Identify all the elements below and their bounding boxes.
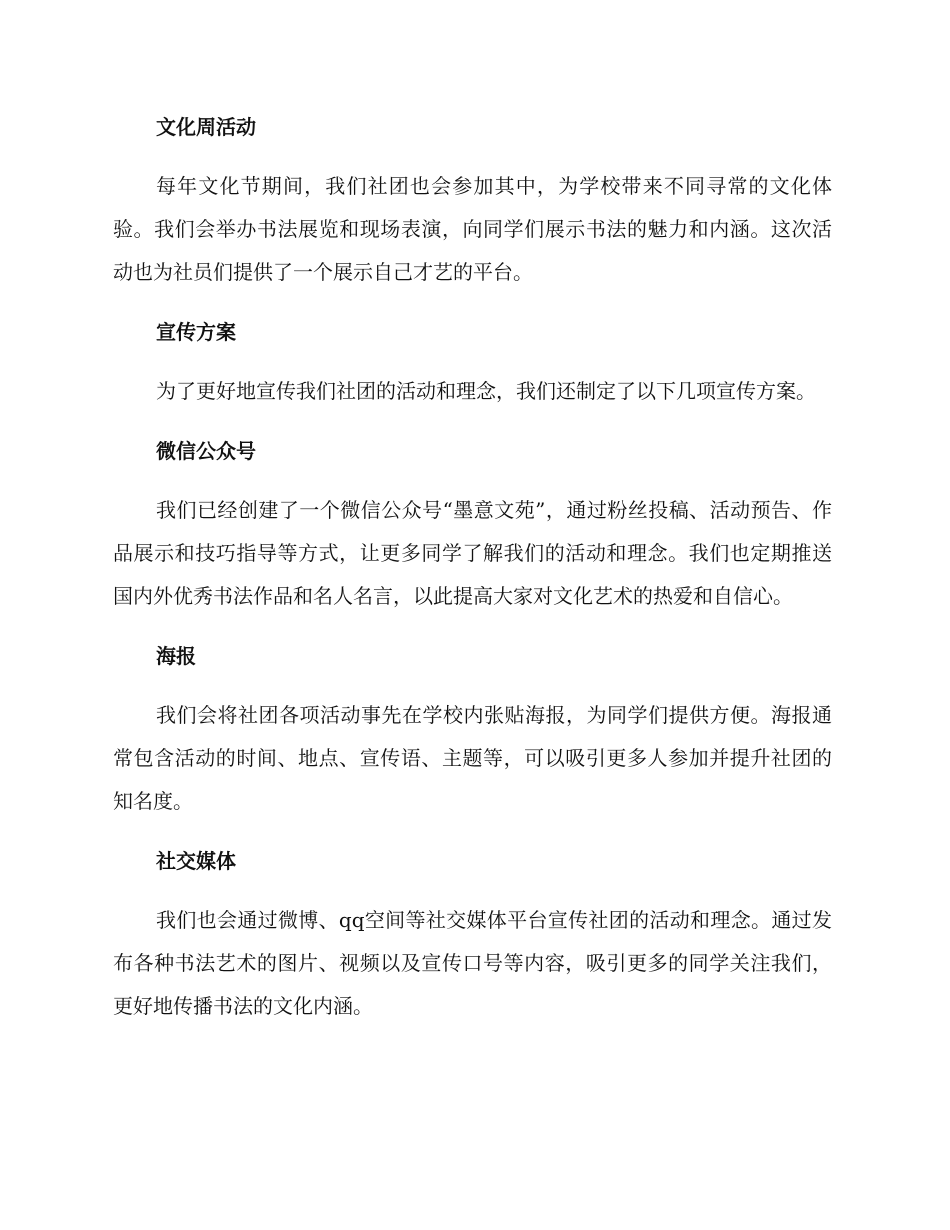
- section-heading: 社交媒体: [156, 849, 236, 873]
- section-heading: 宣传方案: [156, 320, 236, 344]
- section-heading: 海报: [156, 644, 196, 668]
- section-promotion-plan: [113, 317, 832, 436]
- section-paragraph: 我们也会通过微博、qq空间等社交媒体平台宣传社团的活动和理念。通过发布各种书法艺术的图片、视频以及宣传口号等内容，吸引更多的同学关注我们，更好地传播书法的文化内涵。: [113, 908, 832, 1018]
- section-culture-week: [113, 112, 832, 317]
- section-paragraph: 我们会将社团各项活动事先在学校内张贴海报，为同学们提供方便。海报通常包含活动的时间、地点、宣传语、主题等，可以吸引更多人参加并提升社团的知名度。: [113, 703, 832, 813]
- section-wechat: [113, 436, 832, 641]
- section-paragraph: 每年文化节期间，我们社团也会参加其中，为学校带来不同寻常的文化体验。我们会举办书法展览和现场表演，向同学们展示书法的魅力和内涵。这次活动也为社员们提供了一个展示自己才艺的平台。: [113, 174, 832, 284]
- section-paragraph: 为了更好地宣传我们社团的活动和理念，我们还制定了以下几项宣传方案。: [156, 379, 816, 403]
- section-paragraph: 我们已经创建了一个微信公众号“墨意文苑”，通过粉丝投稿、活动预告、作品展示和技巧指导等方式，让更多同学了解我们的活动和理念。我们也定期推送国内外优秀书法作品和名人名言，以此提高大家对文化艺术的热爱和自信心。: [113, 498, 832, 608]
- section-social-media: [113, 846, 832, 1028]
- section-poster: [113, 641, 832, 846]
- section-heading: 微信公众号: [156, 439, 256, 463]
- section-heading: 文化周活动: [156, 115, 256, 139]
